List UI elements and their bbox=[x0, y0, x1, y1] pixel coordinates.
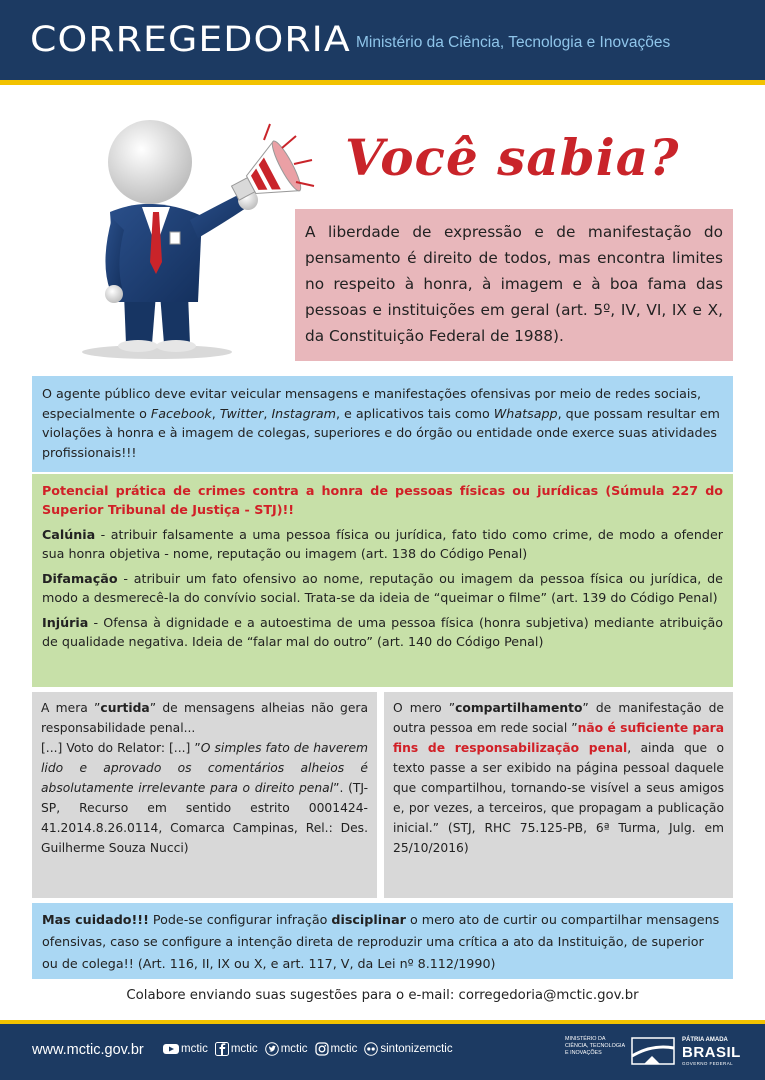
crime-text: - atribuir falsamente a uma pessoa física ou jurídica, fato tido como crime, de modo a ofender sua honra objetiva - nome, reputação ou imagem (art. 138 do Código Penal) bbox=[42, 527, 723, 561]
compart-highlight: não é suficiente para fins de responsabilização penal bbox=[393, 721, 724, 755]
social-youtube[interactable] bbox=[163, 1043, 208, 1055]
crime-text: - atribuir um fato ofensivo ao nome, reputação ou imagem da pessoa física ou jurídica, de modo a desmerecê-la do convívio social. Trata-se da ideia de “queimar o filme” (art. 139 do Código Penal) bbox=[42, 571, 723, 605]
compartilhamento-paragraph bbox=[393, 698, 724, 858]
social-instagram[interactable] bbox=[315, 1042, 358, 1056]
curtida-paragraph bbox=[41, 698, 368, 738]
compart-text-3: , ainda que o texto passe a ser exibido na página pessoal daquele que compartilhou, tornando-se visível a seus amigos e, por vezes, a terceiros, que propagam a publicação inicial.” (STJ, RHC 75.125-PB, 6ª Turma, Julg. em 25/10/2016) bbox=[393, 741, 724, 855]
crime-definition-calunia bbox=[42, 525, 723, 563]
social-label: mctic bbox=[330, 1043, 358, 1055]
curtida-text-1: A mera ” bbox=[41, 701, 101, 715]
agent-warning-box bbox=[32, 376, 733, 472]
agent-sep-1: , bbox=[211, 405, 220, 421]
youtube-icon bbox=[163, 1043, 179, 1055]
governo-federal-label: GOVERNO FEDERAL bbox=[682, 1061, 734, 1066]
ministry-name: Ministério da Ciência, Tecnologia e Inovações bbox=[356, 34, 671, 51]
social-twitter[interactable] bbox=[265, 1042, 308, 1056]
crime-text: - Ofensa à dignidade e a autoestima de uma pessoa física (honra subjetiva) mediante atribuição de qualidade negativa. Ideia de “falar mal do outro” (art. 140 do Código Penal) bbox=[42, 615, 723, 649]
crimes-title: Potencial prática de crimes contra a honra de pessoas físicas ou jurídicas (Súmula 227 do Superior Tribunal de Justiça - STJ)!! bbox=[42, 483, 723, 517]
social-label: mctic bbox=[230, 1043, 258, 1055]
caution-text-1: Pode-se configurar infração bbox=[148, 912, 332, 927]
caution-box bbox=[32, 903, 733, 979]
ministerio-line: MINISTÉRIO DA bbox=[565, 1036, 606, 1042]
crime-term: Calúnia bbox=[42, 527, 96, 542]
relator-quote: O simples fato de haverem lido e aprovado os comentários alheios é absolutamente irrelevante para o direito penal bbox=[41, 741, 368, 795]
curtida-column bbox=[32, 692, 377, 898]
headline-voce-sabia: Você sabia? bbox=[345, 128, 680, 187]
contact-line: Colabore enviando suas sugestões para o e-mail: corregedoria@mctic.gov.br bbox=[126, 988, 639, 1003]
curtida-term: curtida bbox=[100, 701, 150, 715]
whatsapp-mention: Whatsapp bbox=[493, 405, 558, 421]
site-link[interactable]: www.mctic.gov.br bbox=[32, 1042, 144, 1058]
caution-disciplinar: disciplinar bbox=[331, 912, 406, 927]
compartilhamento-column bbox=[384, 692, 733, 898]
megaphone-figure-illustration bbox=[52, 112, 322, 362]
relator-paragraph bbox=[41, 738, 368, 858]
social-label: mctic bbox=[280, 1043, 308, 1055]
relator-text-1: [...] Voto do Relator: [...] ” bbox=[41, 741, 201, 755]
facebook-mention: Facebook bbox=[150, 405, 212, 421]
crime-definition-difamacao bbox=[42, 569, 723, 607]
caution-text-2: o mero ato de curtir ou compartilhar mensagens ofensivas, caso se configure a intenção direta de reproduzir uma crítica a ato da Instituição, de superior ou de colega!! (Art. 116, II, IX ou X, e art. 117, V, da Lei nº 8.112/1990) bbox=[42, 912, 720, 971]
crime-definition-injuria bbox=[42, 613, 723, 651]
facebook-icon bbox=[215, 1042, 229, 1056]
social-label: mctic bbox=[181, 1043, 208, 1055]
social-links bbox=[163, 1042, 460, 1056]
crime-term: Injúria bbox=[42, 615, 89, 630]
government-logo bbox=[630, 1034, 676, 1070]
caution-lead: Mas cuidado!!! bbox=[42, 912, 149, 927]
brasil-flag-logo-icon bbox=[630, 1034, 676, 1066]
megaphone-man-icon bbox=[52, 112, 322, 362]
agent-text-1: O agente público deve evitar veicular mensagens e manifestações ofensivas por meio de redes sociais, especialmente o bbox=[42, 386, 702, 421]
agent-sep-2: , bbox=[263, 405, 272, 421]
twitter-icon bbox=[265, 1042, 279, 1056]
social-facebook[interactable] bbox=[215, 1042, 258, 1056]
curtida-text-2: ” de mensagens alheias não gera responsabilidade penal... bbox=[41, 701, 368, 735]
brasil-label: BRASIL bbox=[682, 1044, 741, 1061]
agent-text-2: , e aplicativos tais como bbox=[335, 405, 494, 421]
footer-bar bbox=[0, 1024, 765, 1080]
relator-text-2: ”. (TJ-SP, Recurso em sentido estrito 0001424-41.2014.8.26.0114, Comarca Campinas, Rel.: Des. Guilherme Souza Nucci) bbox=[41, 781, 369, 855]
social-flickr[interactable] bbox=[364, 1042, 452, 1056]
agent-text-3: , que possam resultar em violações à honra e à imagem de colegas, superiores e do órgão ou entidade onde exerce suas atividades profissionais!!! bbox=[42, 405, 720, 460]
social-label: sintonizemctic bbox=[380, 1043, 453, 1055]
instagram-mention: Instagram bbox=[271, 405, 336, 421]
compart-text-2: ” de manifestação de outra pessoa em rede social ” bbox=[393, 701, 724, 735]
corregedoria-logo: CORREGEDORIA bbox=[30, 20, 351, 60]
compart-text-1: O mero ” bbox=[393, 701, 456, 715]
ministerio-small-label bbox=[565, 1036, 625, 1057]
ministerio-line: CIÊNCIA, TECNOLOGIA bbox=[565, 1043, 626, 1049]
twitter-mention: Twitter bbox=[219, 405, 264, 421]
compartilhamento-term: compartilhamento bbox=[455, 701, 583, 715]
intro-box: A liberdade de expressão e de manifestação do pensamento é direito de todos, mas encontra limites no respeito à honra, à imagem e à boa fama das pessoas e instituições em geral (art. 5º, IV, VI, IX e X, da Constituição Federal de 1988). bbox=[295, 209, 733, 361]
crimes-box bbox=[32, 474, 733, 687]
patria-amada-label: PÁTRIA AMADA bbox=[682, 1037, 728, 1043]
ministerio-line: E INOVAÇÕES bbox=[565, 1050, 602, 1056]
header-bar bbox=[0, 0, 765, 80]
crime-term: Difamação bbox=[42, 571, 118, 586]
header-stripe bbox=[0, 80, 765, 85]
instagram-icon bbox=[315, 1042, 329, 1056]
flickr-icon bbox=[364, 1042, 378, 1056]
